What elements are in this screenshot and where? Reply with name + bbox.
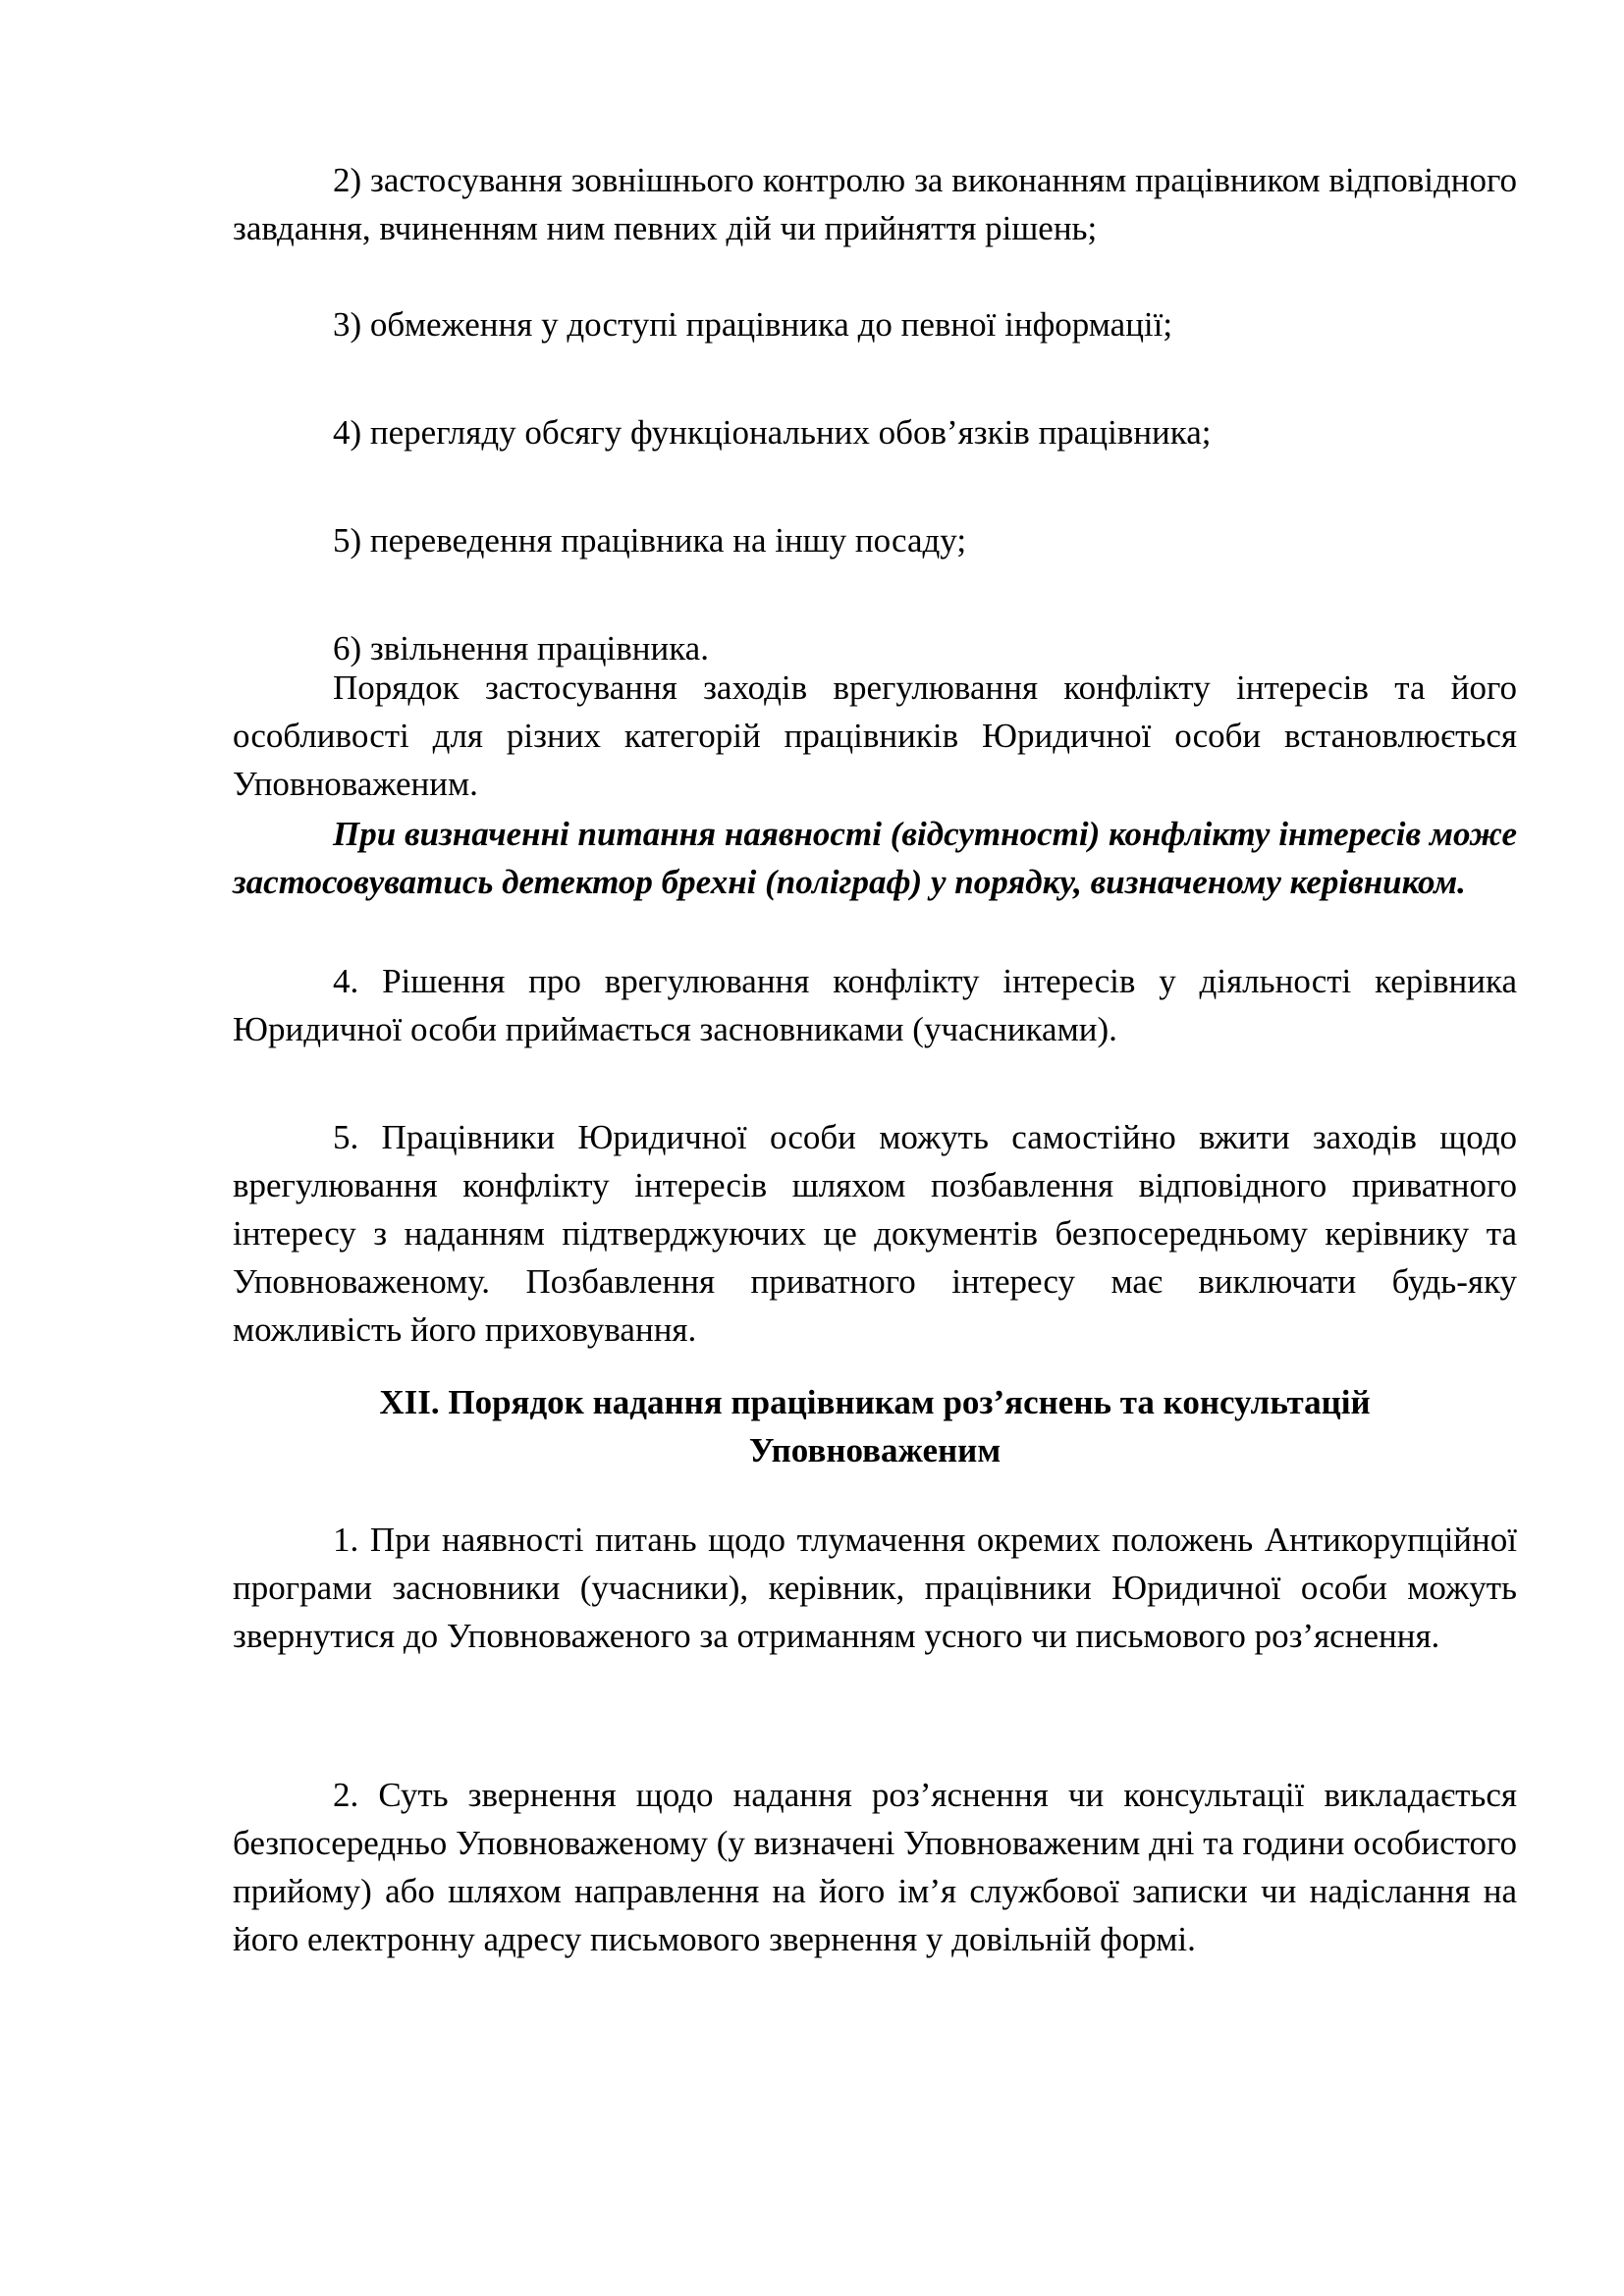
section-paragraph-2: 2. Суть звернення щодо надання роз’яснення чи консультації викладається безпосередньо Уповноваженому (у визначені Уповноваженим дні та години особистого прийому) або шляхом направлення на його ім’я службової записки чи надіслання на його електронну адресу письмового звернення у довільній формі. [233, 1776, 1517, 1958]
section-heading-line-2: Уповноваженим [748, 1431, 1001, 1469]
list-item-2: 2) застосування зовнішнього контролю за виконанням працівником відповідного завдання, вчиненням ним певних дій чи прийняття рішень; [233, 161, 1517, 247]
paragraph-4: 4. Рішення про врегулювання конфлікту інтересів у діяльності керівника Юридичної особи приймається засновниками (учасниками). [233, 962, 1517, 1048]
list-item-5: 5) переведення працівника на іншу посаду; [333, 521, 967, 560]
paragraph-procedure: Порядок застосування заходів врегулювання конфлікту інтересів та його особливості для різних категорій працівників Юридичної особи встановлюється Уповноваженим. [233, 668, 1517, 803]
section-heading [233, 1378, 1517, 1474]
paragraph-5: 5. Працівники Юридичної особи можуть самостійно вжити заходів щодо врегулювання конфлікту інтересів шляхом позбавлення відповідного приватного інтересу з наданням підтверджуючих це документів безпосередньому керівнику та Уповноваженому. Позбавлення приватного інтересу має виключати будь-яку можливість його приховування. [233, 1118, 1517, 1349]
paragraph-polygraph: При визначенні питання наявності (відсутності) конфлікту інтересів може застосовуватись детектор брехні (поліграф) у порядку, визначеному керівником. [233, 815, 1517, 901]
section-paragraph-1: 1. При наявності питань щодо тлумачення окремих положень Антикорупційної програми засновники (учасники), керівник, працівники Юридичної особи можуть звернутися до Уповноваженого за отриманням усного чи письмового роз’яснення. [233, 1521, 1517, 1655]
section-heading-line-1: XII. Порядок надання працівникам роз’яснень та консультацій [379, 1383, 1371, 1421]
list-item-3: 3) обмеження у доступі працівника до певної інформації; [333, 305, 1173, 344]
list-item-4: 4) перегляду обсягу функціональних обов’язків працівника; [333, 413, 1212, 452]
list-item-6: 6) звільнення працівника. [333, 629, 709, 667]
